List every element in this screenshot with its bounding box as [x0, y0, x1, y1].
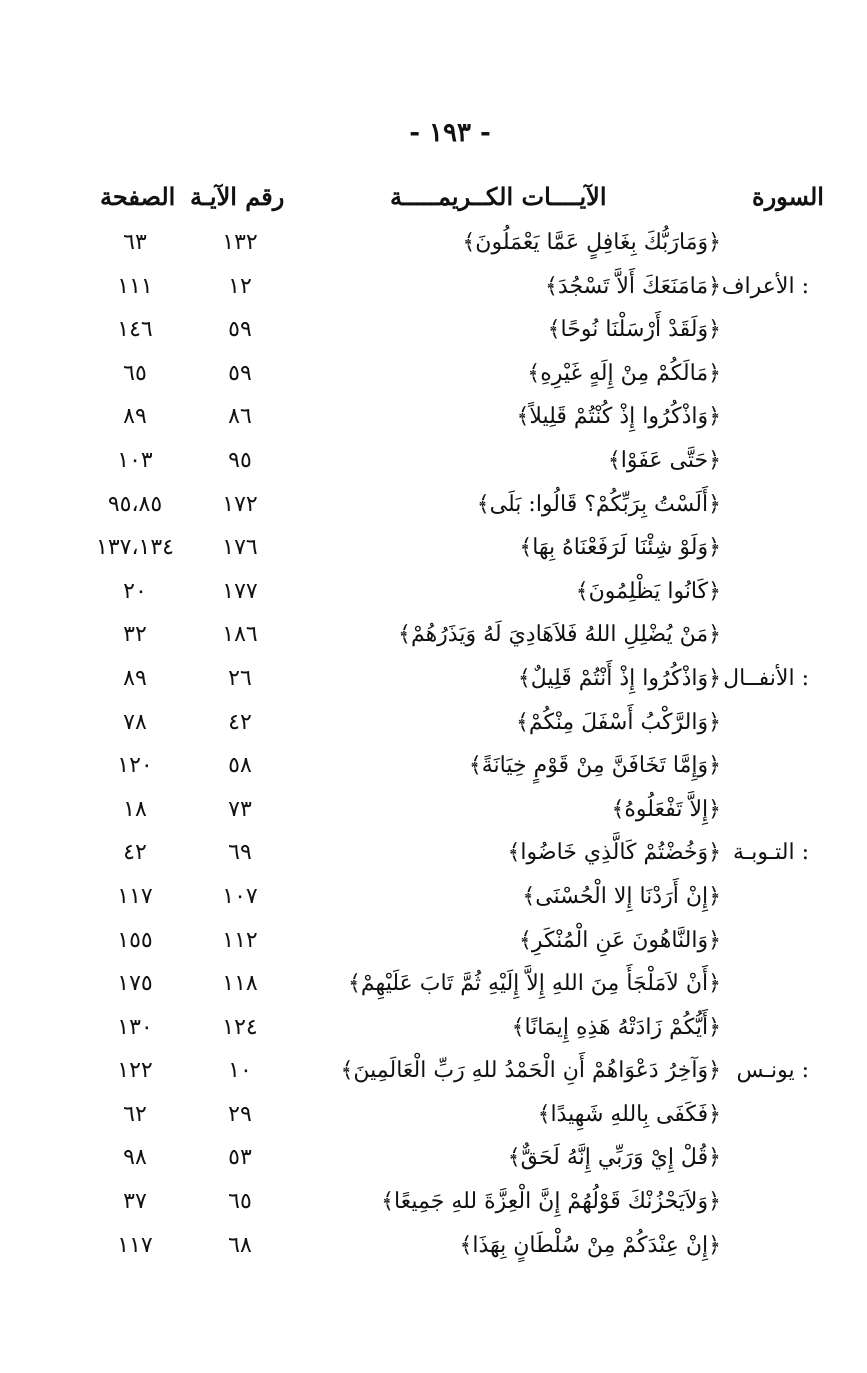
table-row — [0, 355, 867, 399]
table-row — [0, 791, 867, 835]
table-row — [0, 311, 867, 355]
page-cell: ١١١ — [117, 273, 153, 299]
page-cell: ٨٩ — [123, 404, 147, 430]
verse-number-cell: ٦٩ — [228, 840, 252, 866]
table-row — [0, 1052, 867, 1096]
table-row — [0, 442, 867, 486]
verse-number-cell: ١٧٧ — [222, 578, 258, 604]
table-row — [0, 1227, 867, 1271]
verse-cell: ﴿وَمَارَبُّكَ بِغَافِلٍ عَمَّا يَعْمَلُونَ﴾ — [462, 230, 721, 255]
page-cell: ٩٥،٨٥ — [107, 491, 163, 517]
verse-number-cell: ١٣٢ — [222, 230, 258, 255]
verse-number-cell: ١٢٤ — [222, 1014, 258, 1040]
table-row — [0, 1096, 867, 1140]
table-header — [0, 182, 867, 222]
verse-cell: ﴿فَكَفَى بِاللهِ شَهِيدًا﴾ — [537, 1101, 721, 1127]
verse-number-cell: ٢٦ — [228, 665, 252, 691]
verse-number-cell: ٥٨ — [228, 753, 252, 779]
header-verses: الآيــــات الكــريمـــــة — [390, 182, 607, 211]
page-cell: ١٧٥ — [117, 971, 153, 997]
page-cell: ٤٢ — [123, 840, 147, 866]
verse-cell: ﴿مَنْ يُضْلِلِ اللهُ فَلاَهَادِيَ لَهُ وَيَذَرُهُمْ﴾ — [398, 622, 721, 648]
table-row — [0, 834, 867, 878]
table-row — [0, 529, 867, 573]
page-number: - ١٩٣ - — [409, 118, 491, 148]
page-cell: ١٣٧،١٣٤ — [96, 535, 174, 561]
verse-cell: ﴿وَالنَّاهُونَ عَنِ الْمُنْكَرِ﴾ — [518, 927, 721, 953]
table-row — [0, 1009, 867, 1053]
verse-cell: ﴿كَانُوا يَظْلِمُونَ﴾ — [575, 578, 721, 604]
verse-number-cell: ١١٨ — [222, 971, 258, 997]
verse-cell: ﴿إِنْ أَرَدْنَا إِلا الْحُسْنَى﴾ — [522, 883, 721, 909]
verse-cell: ﴿وَآخِرُ دَعْوَاهُمْ أَنِ الْحَمْدُ للهِ رَبِّ الْعَالَمِينَ﴾ — [340, 1058, 721, 1084]
verse-cell: ﴿وَإِمَّا تَخَافَنَّ مِنْ قَوْمٍ خِيَانَةً﴾ — [468, 753, 721, 779]
verse-number-cell: ٥٣ — [228, 1145, 252, 1171]
verse-cell: ﴿وَلاَيَحْزُنْكَ قَوْلُهُمْ إِنَّ الْعِزَّةَ للهِ جَمِيعًا﴾ — [381, 1189, 721, 1215]
page-cell: ٦٢ — [123, 1101, 147, 1127]
verse-cell: ﴿إِلاَّ تَفْعَلُوهُ﴾ — [611, 796, 721, 822]
page-cell: ٣٢ — [123, 622, 147, 648]
header-surah: السورة — [752, 182, 824, 211]
verse-number-cell: ١٢ — [228, 273, 252, 299]
verse-number-cell: ٥٩ — [228, 360, 252, 386]
verse-number-cell: ٤٢ — [228, 709, 252, 735]
page-cell: ١٤٦ — [117, 317, 153, 343]
table-row — [0, 747, 867, 791]
verse-cell: ﴿إِنْ عِنْدَكُمْ مِنْ سُلْطَانٍ بِهَذَا﴾ — [459, 1232, 721, 1258]
verse-number-cell: ٨٦ — [228, 404, 252, 430]
verse-number-cell: ١٠٧ — [222, 883, 258, 909]
header-page: الصفحة — [100, 182, 176, 211]
verse-cell: ﴿أَنْ لاَمَلْجَأَ مِنَ اللهِ إِلاَّ إِلَيْهِ ثُمَّ تَابَ عَلَيْهِمْ﴾ — [348, 971, 721, 997]
table-row — [0, 922, 867, 966]
table-row — [0, 704, 867, 748]
verse-number-cell: ٩٥ — [228, 447, 252, 473]
verse-cell: ﴿مَالَكُمْ مِنْ إِلَهٍ غَيْرِهِ﴾ — [527, 360, 721, 386]
verse-cell: ﴿وَاذْكُرُوا إِذْ كُنْتُمْ قَلِيلاً﴾ — [516, 404, 721, 430]
table-row — [0, 1139, 867, 1183]
verse-number-cell: ١١٢ — [222, 927, 258, 953]
verse-cell: ﴿أَلَسْتُ بِرَبِّكُمْ؟ قَالُوا: بَلَى﴾ — [476, 491, 721, 517]
page-cell: ٦٥ — [123, 360, 147, 386]
table-row — [0, 268, 867, 312]
table-row — [0, 398, 867, 442]
page-cell: ١٢٢ — [117, 1058, 153, 1084]
table-row — [0, 616, 867, 660]
verse-index-table — [0, 224, 867, 1270]
page-cell: ٣٧ — [123, 1189, 147, 1215]
verse-cell: ﴿أَيُّكُمْ زَادَتْهُ هَذِهِ إِيمَانًا﴾ — [511, 1014, 721, 1040]
surah-cell: الأنفــال : — [723, 665, 809, 691]
verse-cell: ﴿مَامَنَعَكَ أَلاَّ تَسْجُدَ﴾ — [545, 273, 721, 299]
verse-cell: ﴿وَلَقَدْ أَرْسَلْنَا نُوحًا﴾ — [547, 317, 721, 343]
verse-number-cell: ١٧٢ — [222, 491, 258, 517]
surah-cell: التـوبـة : — [732, 840, 809, 866]
surah-cell: الأعراف : — [721, 273, 809, 299]
table-row — [0, 660, 867, 704]
page-cell: ٧٨ — [123, 709, 147, 735]
table-row — [0, 1183, 867, 1227]
page-cell: ٢٠ — [123, 578, 147, 604]
verse-number-cell: ٦٥ — [228, 1189, 252, 1215]
page-cell: ١٠٣ — [117, 447, 153, 473]
table-row — [0, 573, 867, 617]
verse-number-cell: ٧٣ — [228, 796, 252, 822]
verse-cell: ﴿وَالرَّكْبُ أَسْفَلَ مِنْكُمْ﴾ — [516, 709, 721, 735]
page-cell: ٨٩ — [123, 665, 147, 691]
verse-number-cell: ٢٩ — [228, 1101, 252, 1127]
verse-number-cell: ١٧٦ — [222, 535, 258, 561]
page-cell: ١٢٠ — [117, 753, 153, 779]
table-row — [0, 486, 867, 530]
table-row — [0, 878, 867, 922]
header-verse-number: رقم الآيـة — [190, 182, 285, 211]
verse-cell: ﴿حَتَّى عَفَوْا﴾ — [607, 447, 721, 473]
page-cell: ١٥٥ — [117, 927, 153, 953]
page-cell: ١١٧ — [117, 883, 153, 909]
page-cell: ١٣٠ — [117, 1014, 153, 1040]
verse-cell: ﴿وَلَوْ شِئْنَا لَرَفَعْنَاهُ بِهَا﴾ — [519, 535, 721, 561]
verse-cell: ﴿وَخُضْتُمْ كَالَّذِي خَاضُوا﴾ — [507, 840, 721, 866]
verse-number-cell: ١٠ — [228, 1058, 252, 1084]
verse-cell: ﴿وَاذْكُرُوا إِذْ أَنْتُمْ قَلِيلٌ﴾ — [517, 665, 721, 691]
page-cell: ٦٣ — [123, 230, 147, 255]
page-cell: ١٨ — [123, 796, 147, 822]
table-row — [0, 965, 867, 1009]
surah-cell: يونـس : — [736, 1058, 809, 1084]
table-row — [0, 224, 867, 268]
page-cell: ٩٨ — [123, 1145, 147, 1171]
verse-number-cell: ١٨٦ — [222, 622, 258, 648]
page-cell: ١١٧ — [117, 1232, 153, 1258]
verse-number-cell: ٦٨ — [228, 1232, 252, 1258]
verse-cell: ﴿قُلْ إِيْ وَرَبِّي إِنَّهُ لَحَقٌّ﴾ — [507, 1145, 721, 1171]
verse-number-cell: ٥٩ — [228, 317, 252, 343]
